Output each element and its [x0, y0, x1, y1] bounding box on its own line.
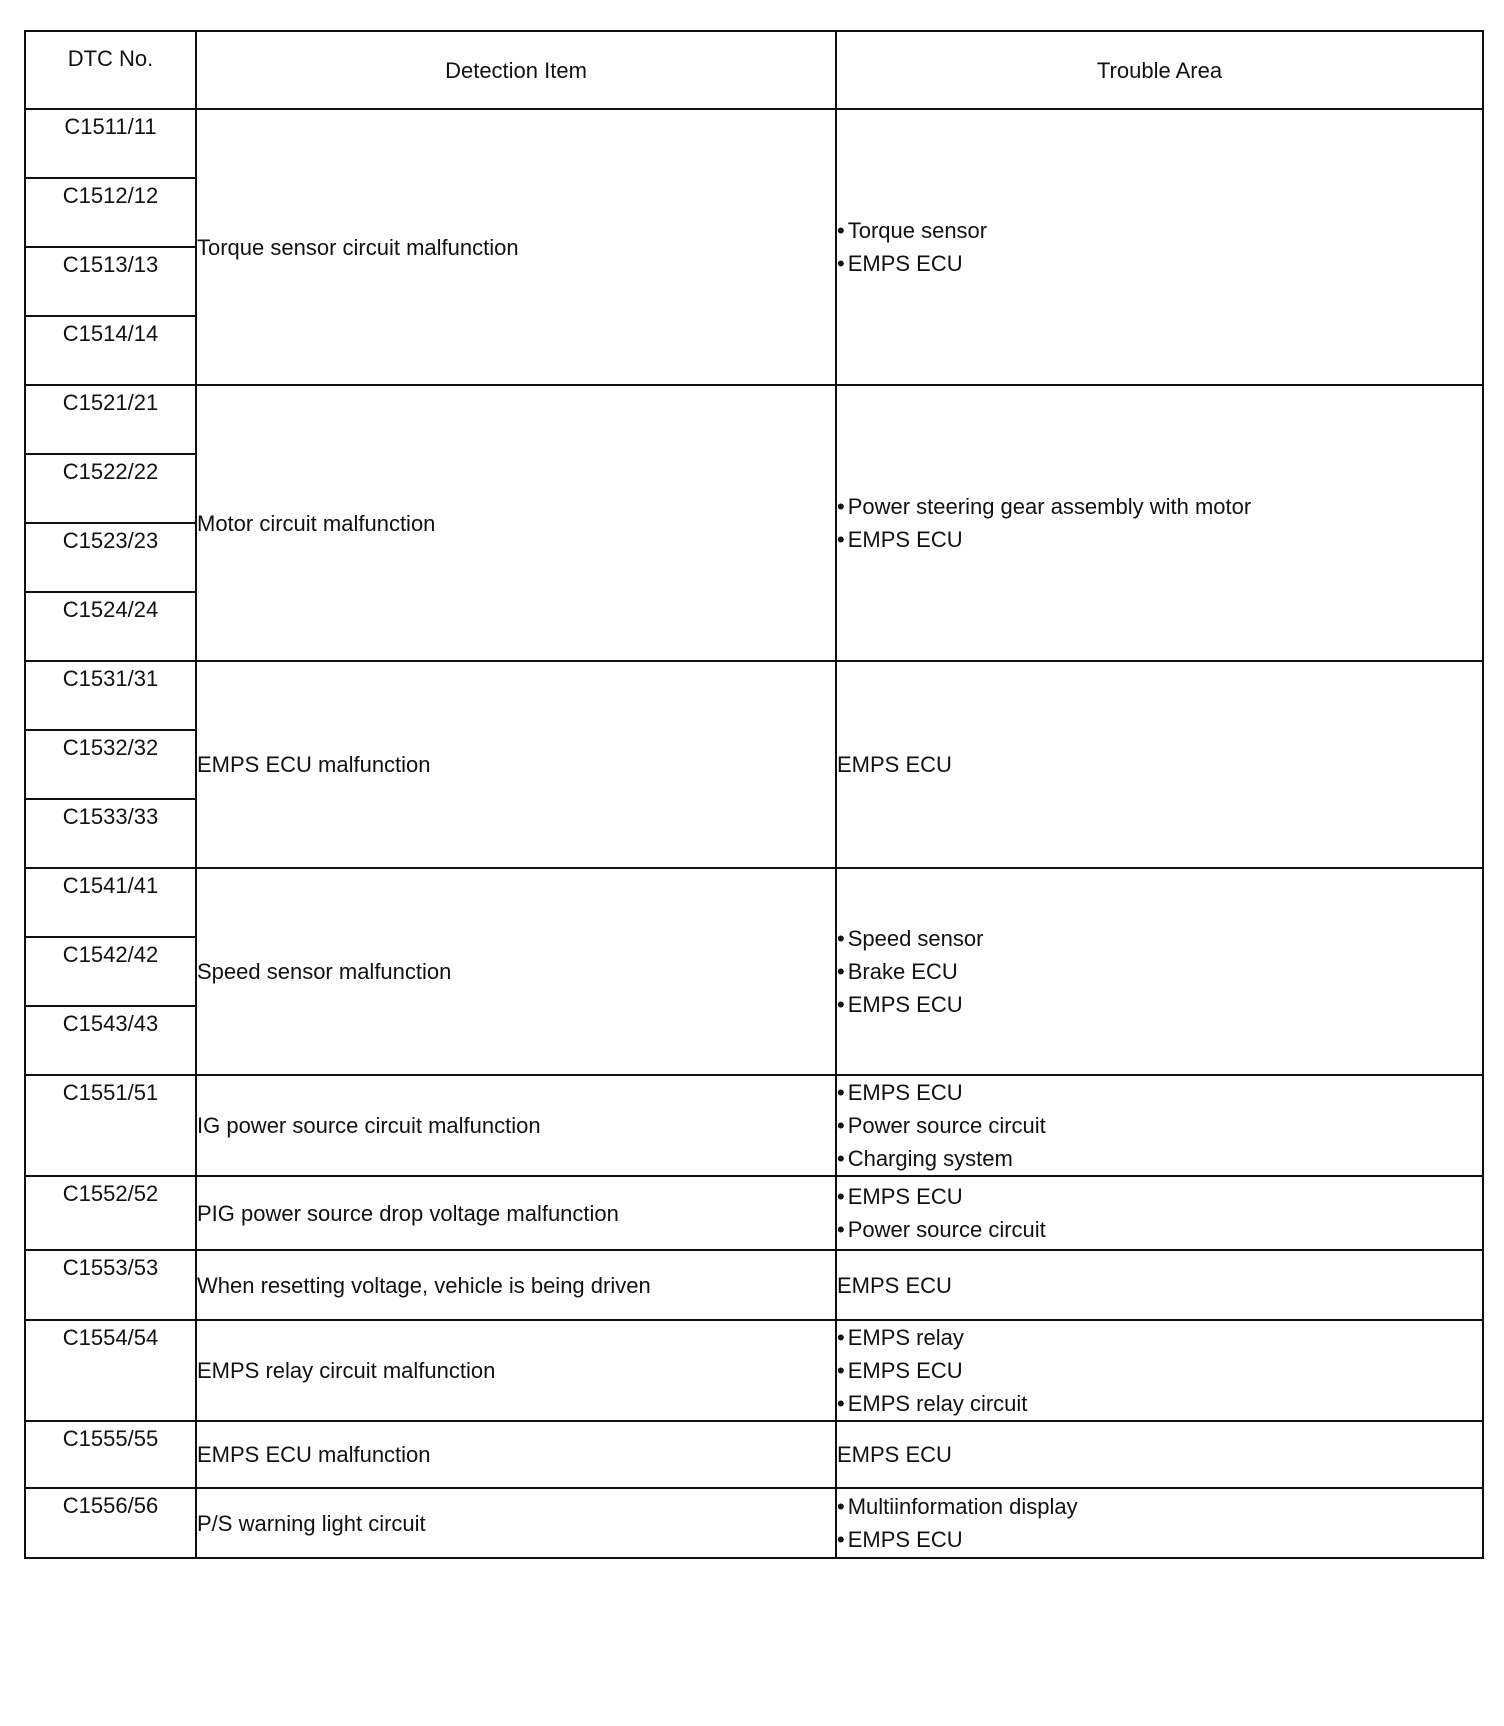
table-row: [25, 385, 1483, 454]
trouble-area-item: • EMPS ECU: [837, 1180, 1482, 1213]
bullet-icon: •: [837, 959, 845, 984]
table-row: [25, 868, 1483, 937]
detection-item: When resetting voltage, vehicle is being driven: [196, 1250, 836, 1320]
dtc-code: C1541/41: [25, 868, 196, 937]
trouble-area: [836, 1075, 1483, 1176]
dtc-code: C1553/53: [25, 1250, 196, 1320]
trouble-area-item: • EMPS relay: [837, 1321, 1482, 1354]
trouble-area-item: • Power source circuit: [837, 1109, 1482, 1142]
trouble-area: [836, 1320, 1483, 1421]
bullet-icon: •: [837, 1494, 845, 1519]
bullet-icon: •: [837, 1080, 845, 1105]
table-row: [25, 1176, 1483, 1250]
dtc-code: C1523/23: [25, 523, 196, 592]
dtc-code: C1542/42: [25, 937, 196, 1006]
table-row: [25, 1320, 1483, 1421]
table-row: [25, 1075, 1483, 1176]
trouble-area-item: • Torque sensor: [837, 214, 1482, 247]
detection-item: Motor circuit malfunction: [196, 385, 836, 661]
bullet-icon: •: [837, 494, 845, 519]
detection-item: EMPS ECU malfunction: [196, 1421, 836, 1488]
dtc-code: C1524/24: [25, 592, 196, 661]
trouble-area-item: • Power steering gear assembly with motor: [837, 490, 1482, 523]
trouble-area-item: • EMPS ECU: [837, 988, 1482, 1021]
trouble-area: [836, 1176, 1483, 1250]
dtc-code: C1513/13: [25, 247, 196, 316]
dtc-code: C1554/54: [25, 1320, 196, 1421]
trouble-area-item: • EMPS relay circuit: [837, 1387, 1482, 1420]
bullet-icon: •: [837, 1217, 845, 1242]
table-row: [25, 1421, 1483, 1488]
trouble-area-item: • EMPS ECU: [837, 1523, 1482, 1556]
bullet-icon: •: [837, 1184, 845, 1209]
bullet-icon: •: [837, 992, 845, 1017]
header-dtc-no: DTC No.: [25, 31, 196, 109]
trouble-area: [836, 385, 1483, 661]
trouble-area: [836, 109, 1483, 385]
trouble-area: EMPS ECU: [836, 661, 1483, 868]
dtc-code: C1556/56: [25, 1488, 196, 1558]
trouble-area-item: • Brake ECU: [837, 955, 1482, 988]
trouble-area: EMPS ECU: [836, 1250, 1483, 1320]
trouble-area-item: • EMPS ECU: [837, 247, 1482, 280]
bullet-icon: •: [837, 1146, 845, 1171]
dtc-code: C1552/52: [25, 1176, 196, 1250]
dtc-code: C1532/32: [25, 730, 196, 799]
trouble-area: [836, 1488, 1483, 1558]
dtc-code: C1531/31: [25, 661, 196, 730]
bullet-icon: •: [837, 1113, 845, 1138]
trouble-area-item: • EMPS ECU: [837, 523, 1482, 556]
trouble-area-item: • Charging system: [837, 1142, 1482, 1175]
dtc-table: [24, 30, 1484, 1559]
trouble-area-item: • EMPS ECU: [837, 1076, 1482, 1109]
table-row: [25, 661, 1483, 730]
bullet-icon: •: [837, 1391, 845, 1416]
dtc-code: C1555/55: [25, 1421, 196, 1488]
trouble-area-item: • Multiinformation display: [837, 1490, 1482, 1523]
table-row: [25, 1250, 1483, 1320]
dtc-code: C1543/43: [25, 1006, 196, 1075]
dtc-code: C1514/14: [25, 316, 196, 385]
detection-item: Torque sensor circuit malfunction: [196, 109, 836, 385]
bullet-icon: •: [837, 251, 845, 276]
dtc-code: C1533/33: [25, 799, 196, 868]
dtc-code: C1522/22: [25, 454, 196, 523]
dtc-code: C1551/51: [25, 1075, 196, 1176]
bullet-icon: •: [837, 1325, 845, 1350]
header-detection-item: Detection Item: [196, 31, 836, 109]
detection-item: EMPS relay circuit malfunction: [196, 1320, 836, 1421]
trouble-area: [836, 868, 1483, 1075]
detection-item: IG power source circuit malfunction: [196, 1075, 836, 1176]
trouble-area-item: • Speed sensor: [837, 922, 1482, 955]
header-row: [25, 31, 1483, 109]
table-row: [25, 109, 1483, 178]
bullet-icon: •: [837, 218, 845, 243]
detection-item: EMPS ECU malfunction: [196, 661, 836, 868]
detection-item: PIG power source drop voltage malfunction: [196, 1176, 836, 1250]
dtc-code: C1511/11: [25, 109, 196, 178]
table-row: [25, 1488, 1483, 1558]
bullet-icon: •: [837, 1358, 845, 1383]
detection-item: Speed sensor malfunction: [196, 868, 836, 1075]
trouble-area-item: • EMPS ECU: [837, 1354, 1482, 1387]
trouble-area: EMPS ECU: [836, 1421, 1483, 1488]
dtc-code: C1512/12: [25, 178, 196, 247]
bullet-icon: •: [837, 926, 845, 951]
detection-item: P/S warning light circuit: [196, 1488, 836, 1558]
trouble-area-item: • Power source circuit: [837, 1213, 1482, 1246]
bullet-icon: •: [837, 527, 845, 552]
header-trouble-area: Trouble Area: [836, 31, 1483, 109]
bullet-icon: •: [837, 1527, 845, 1552]
dtc-code: C1521/21: [25, 385, 196, 454]
